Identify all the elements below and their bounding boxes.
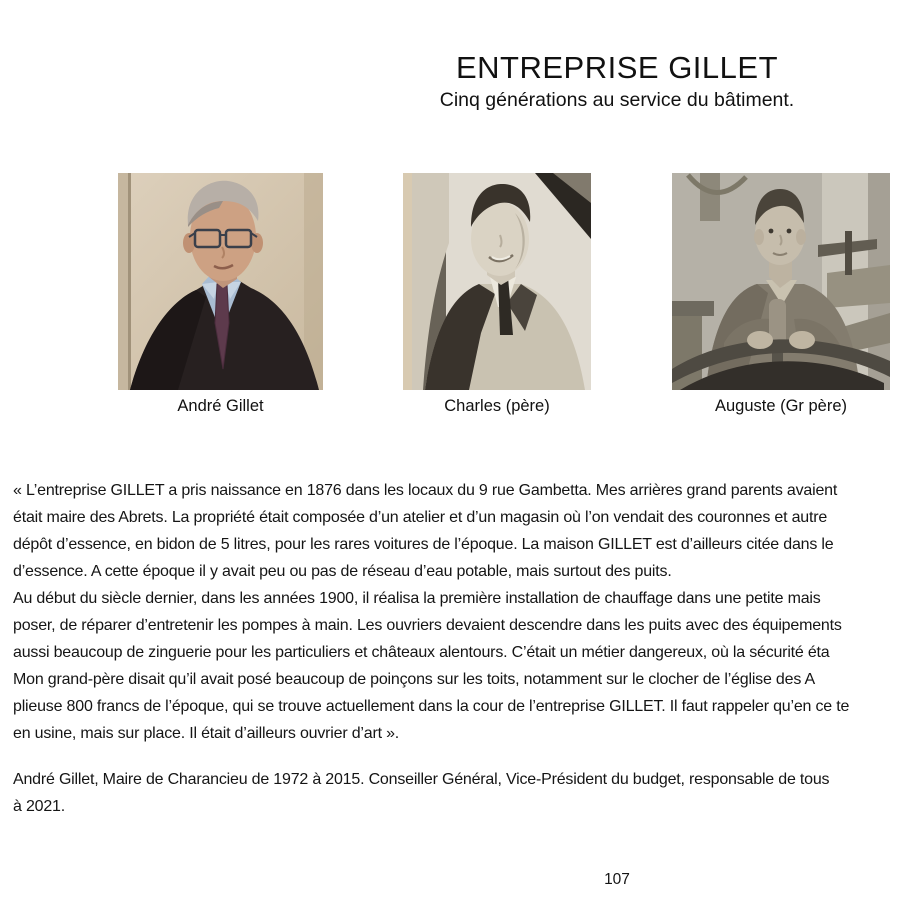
paragraph-line: Mon grand-père disait qu’il avait posé beaucoup de poinçons sur les toits, notamment sur le clocher de l’église des A <box>13 671 815 688</box>
footer-line: à 2021. <box>13 798 65 815</box>
page-title: ENTREPRISE GILLET <box>455 50 779 85</box>
caption-andre-gillet: André Gillet <box>177 397 264 415</box>
caption-auguste: Auguste (Gr père) <box>714 397 848 415</box>
paragraph-line: était maire des Abrets. La propriété était composée d’un atelier et d’un magasin où l’on vendait des couronnes et autre <box>13 509 828 526</box>
paragraph-line: en usine, mais sur place. Il était d’ailleurs ouvrier d’art ». <box>13 725 400 742</box>
paragraph-line: plieuse 800 francs de l’époque, qui se trouve actuellement dans la cour de l’entreprise GILLET. Il faut rappeler qu’en ce te <box>13 698 850 715</box>
paragraph-line: aussi beaucoup de zinguerie pour les particuliers et châteaux alentours. C’était un métier dangereux, où la sécurité éta <box>13 644 830 661</box>
page-header <box>0 50 911 112</box>
portrait-auguste-image <box>672 173 890 390</box>
portrait-charles-pere-image <box>403 173 591 390</box>
footer-line: André Gillet, Maire de Charancieu de 1972 à 2015. Conseiller Général, Vice-Président du budget, responsable de tous <box>13 771 830 788</box>
footer-note <box>13 766 911 820</box>
page-subtitle: Cinq générations au service du bâtiment. <box>439 89 795 111</box>
photo-auguste-grand-pere <box>672 173 890 416</box>
caption-charles-pere: Charles (père) <box>444 397 550 415</box>
paragraph-line: d’essence. A cette époque il y avait peu ou pas de réseau d’eau potable, mais surtout des puits. <box>13 563 672 580</box>
history-paragraph <box>13 477 911 747</box>
paragraph-line: Au début du siècle dernier, dans les années 1900, il réalisa la première installation de chauffage dans une petite mais <box>13 590 821 607</box>
paragraph-line: « L’entreprise GILLET a pris naissance en 1876 dans les locaux du 9 rue Gambetta. Mes arrières grand parents avaient <box>13 482 838 499</box>
page-number: 107 <box>604 871 630 888</box>
paragraph-line: dépôt d’essence, en bidon de 5 litres, pour les rares voitures de l’époque. La maison GILLET est d’ailleurs citée dans le <box>13 536 834 553</box>
portrait-andre-gillet-image <box>118 173 323 390</box>
paragraph-line: poser, de réparer d’entretenir les pompes à main. Les ouvriers devaient descendre dans les puits avec des équipements <box>13 617 842 634</box>
photo-andre-gillet <box>118 173 323 416</box>
photo-charles-pere <box>403 173 591 416</box>
